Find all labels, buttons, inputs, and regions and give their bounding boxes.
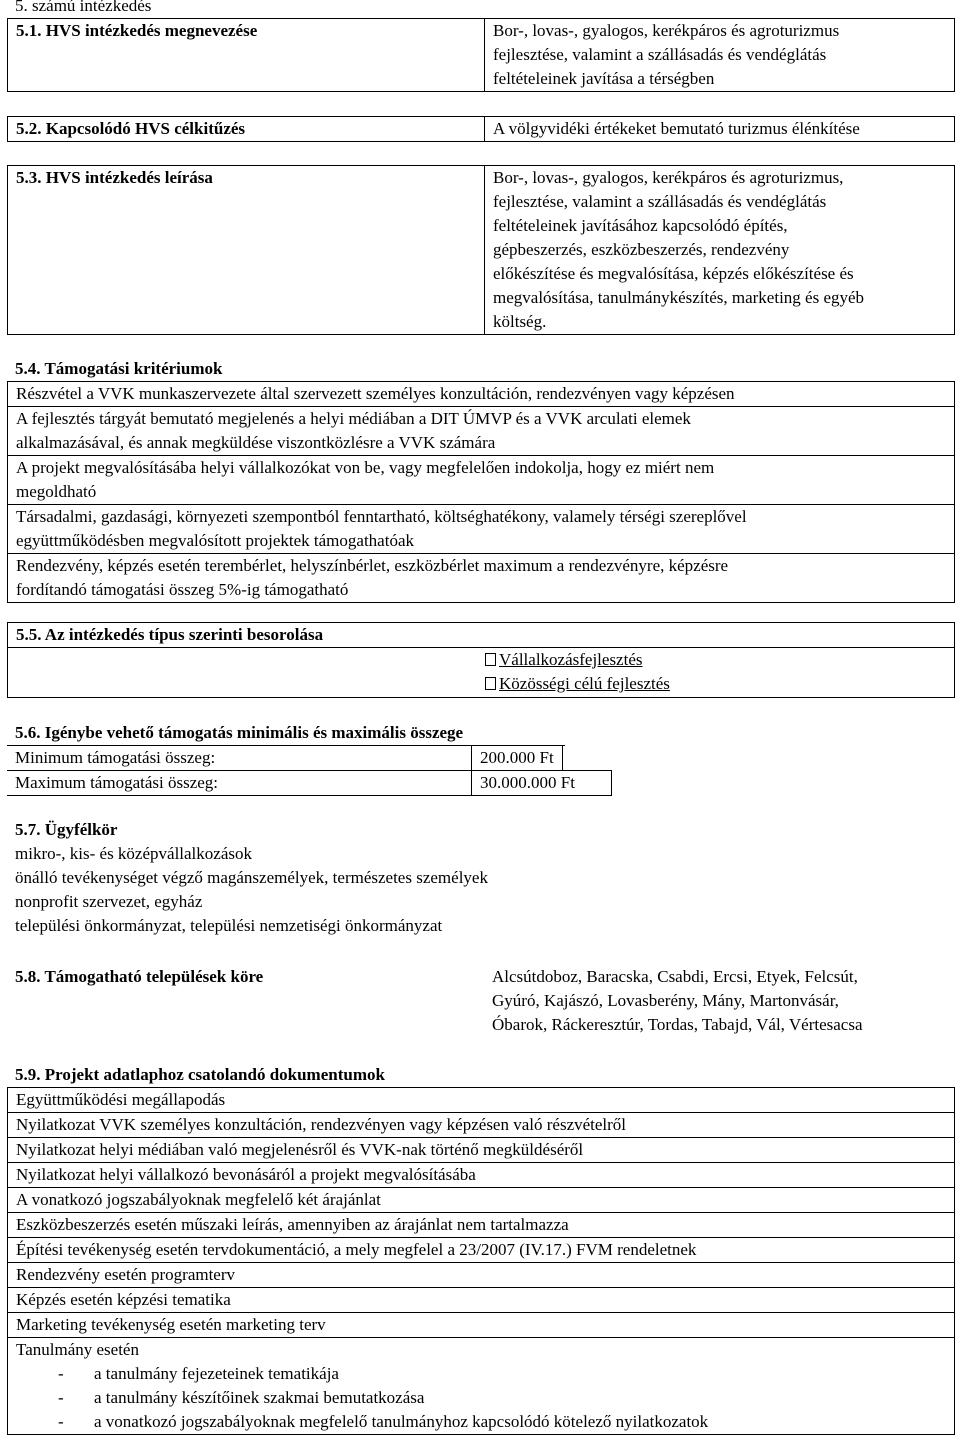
title-5-4: 5.4. Támogatási kritériumok <box>15 359 223 378</box>
value-line: Alcsútdoboz, Baracska, Csabdi, Ercsi, Etyek, Felcsút, <box>492 967 858 986</box>
min-amount-row <box>7 746 612 771</box>
value-line: Bor-, lovas-, gyalogos, kerékpáros és agroturizmus <box>493 21 840 40</box>
section-5-5 <box>7 622 955 698</box>
section-5-6 <box>7 721 955 796</box>
criterion-line: A projekt megvalósításába helyi vállalkozókat von be, vagy megfelelően indokolja, hogy ez miért nem <box>16 458 715 477</box>
value-line: Óbarok, Ráckeresztúr, Tordas, Tabajd, Vál, Vértesacsa <box>492 1015 863 1034</box>
section-5-9 <box>7 1063 955 1435</box>
value-line: Gyúró, Kajászó, Lovasberény, Mány, Martonvásár, <box>492 991 839 1010</box>
value-line: megvalósítása, tanulmánykészítés, marketing és egyéb <box>493 288 865 307</box>
criterion-row <box>7 554 955 603</box>
min-amount-value: 200.000 Ft <box>471 746 563 770</box>
document-item: Eszközbeszerzés esetén műszaki leírás, amennyiben az árajánlat nem tartalmazza <box>7 1213 955 1238</box>
criterion-line: megoldható <box>16 482 97 501</box>
document-item: Nyilatkozat helyi médiában való megjelenésről és VVK-nak történő megküldéséről <box>7 1138 955 1163</box>
title-5-6: 5.6. Igénybe vehető támogatás minimális és maximális összege <box>7 721 565 746</box>
value-5-1 <box>485 19 954 91</box>
value-line: fejlesztése, valamint a szállásadás és vendéglátás <box>493 45 827 64</box>
label-5-2: 5.2. Kapcsolódó HVS célkitűzés <box>8 117 485 141</box>
option-label: Közösségi célú fejlesztés <box>499 674 670 693</box>
criterion-line: fordítandó támogatási összeg 5%-ig támogatható <box>16 580 349 599</box>
criterion-row <box>7 456 955 505</box>
section-5-7 <box>7 818 955 938</box>
max-amount-label: Maximum támogatási összeg: <box>15 773 219 792</box>
value-line: fejlesztése, valamint a szállásadás és vendéglátás <box>493 192 827 211</box>
value-5-3 <box>485 166 954 334</box>
option-label: Vállalkozásfejlesztés <box>499 650 643 669</box>
document-item-tanulmany <box>7 1338 955 1435</box>
document-item: Építési tevékenység esetén tervdokumentáció, a mely megfelel a 23/2007 (IV.17.) FVM rendeletnek <box>7 1238 955 1263</box>
value-line: költség. <box>493 312 547 331</box>
document-item: Nyilatkozat VVK személyes konzultáción, rendezvényen vagy képzésen való részvételről <box>7 1113 955 1138</box>
criterion-row <box>7 505 955 554</box>
document-item: Együttműködési megállapodás <box>7 1087 955 1113</box>
value-line: feltételeinek javítása a térségben <box>493 69 715 88</box>
criterion-row <box>7 407 955 456</box>
document-item: A vonatkozó jogszabályoknak megfelelő két árajánlat <box>7 1188 955 1213</box>
document-item: Képzés esetén képzési tematika <box>7 1288 955 1313</box>
criterion-row <box>7 381 955 407</box>
value-line: előkészítése és megvalósítása, képzés előkészítése és <box>493 264 854 283</box>
document-subitem <box>16 1386 946 1410</box>
criterion-line: Rendezvény, képzés esetén terembérlet, helyszínbérlet, eszközbérlet maximum a rendezvényre, képzésre <box>16 556 729 575</box>
document-subitem-text: a tanulmány készítőinek szakmai bemutatkozása <box>94 1388 425 1407</box>
section-5-2 <box>7 116 955 142</box>
value-5-8 <box>484 965 955 1037</box>
criterion-line: Részvétel a VVK munkaszervezete által szervezett személyes konzultáción, rendezvényen vagy képzésen <box>16 384 735 403</box>
criterion-line: Társadalmi, gazdasági, környezeti szempontból fenntartható, költséghatékony, valamely térségi szereplővel <box>16 507 747 526</box>
client-item: mikro-, kis- és középvállalkozások <box>15 844 252 863</box>
classification-row <box>7 648 955 698</box>
title-5-9: 5.9. Projekt adatlaphoz csatolandó dokumentumok <box>15 1065 385 1084</box>
row-5-1 <box>7 18 955 92</box>
section-5-3 <box>7 165 955 335</box>
label-5-1: 5.1. HVS intézkedés megnevezése <box>8 19 485 91</box>
document-subitem <box>16 1410 946 1434</box>
title-5-7: 5.7. Ügyfélkör <box>15 820 118 839</box>
value-5-2: A völgyvidéki értékeket bemutató turizmus élénkítése <box>493 119 860 138</box>
document-subitem-text: a tanulmány fejezeteinek tematikája <box>94 1364 339 1383</box>
document-subitem-list <box>16 1362 946 1434</box>
section-5-1 <box>7 18 955 92</box>
row-5-3 <box>7 165 955 335</box>
criterion-line: együttműködésben megvalósított projektek támogathatóak <box>16 531 414 550</box>
checkbox-icon[interactable] <box>485 653 496 666</box>
document-item: Rendezvény esetén programterv <box>7 1263 955 1288</box>
client-item: települési önkormányzat, települési nemzetiségi önkormányzat <box>15 916 443 935</box>
min-amount-label: Minimum támogatási összeg: <box>15 748 216 767</box>
row-5-2 <box>7 116 955 142</box>
document-item: Nyilatkozat helyi vállalkozó bevonásáról a projekt megvalósításába <box>7 1163 955 1188</box>
option-vallalkozasfejlesztes[interactable] <box>485 648 670 672</box>
option-kozossegi-celu[interactable] <box>485 672 670 696</box>
section-5-8 <box>7 965 955 1037</box>
max-amount-value: 30.000.000 Ft <box>471 771 612 795</box>
row-5-8 <box>7 965 955 1037</box>
document-item-label: Tanulmány esetén <box>16 1340 139 1359</box>
title-5-5: 5.5. Az intézkedés típus szerinti besorolása <box>7 622 955 648</box>
classification-options <box>485 648 670 696</box>
document-item: Marketing tevékenység esetén marketing terv <box>7 1313 955 1338</box>
criterion-line: A fejlesztés tárgyát bemutató megjelenés a helyi médiában a DIT ÚMVP és a VVK arculati elemek <box>16 409 691 428</box>
criterion-line: alkalmazásával, és annak megküldése viszontközlésre a VVK számára <box>16 433 496 452</box>
checkbox-icon[interactable] <box>485 677 496 690</box>
value-line: Bor-, lovas-, gyalogos, kerékpáros és agroturizmus, <box>493 168 844 187</box>
client-item: önálló tevékenységet végző magánszemélyek, természetes személyek <box>15 868 488 887</box>
max-amount-row <box>7 771 612 796</box>
section-5-4 <box>7 357 955 603</box>
client-item: nonprofit szervezet, egyház <box>15 892 203 911</box>
value-line: feltételeinek javításához kapcsolódó építés, <box>493 216 788 235</box>
label-5-3: 5.3. HVS intézkedés leírása <box>8 166 485 334</box>
label-5-8: 5.8. Támogatható települések köre <box>15 967 264 986</box>
value-line: gépbeszerzés, eszközbeszerzés, rendezvény <box>493 240 790 259</box>
document-header: 5. számú intézkedés <box>15 0 152 15</box>
document-subitem-text: a vonatkozó jogszabályoknak megfelelő tanulmányhoz kapcsolódó kötelező nyilatkozatok <box>94 1412 709 1431</box>
document-subitem <box>16 1362 946 1386</box>
